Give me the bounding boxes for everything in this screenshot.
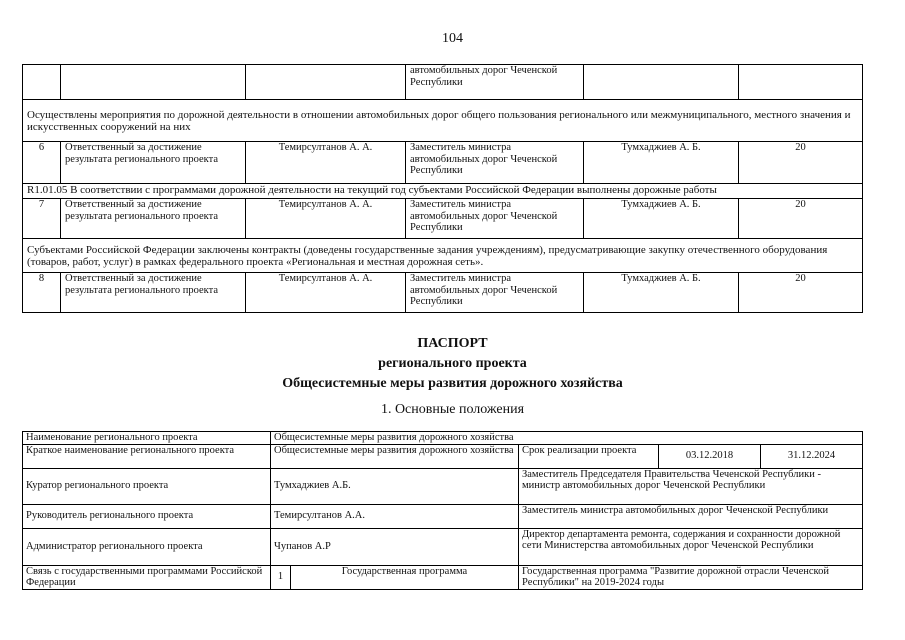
- table-row: [23, 504, 863, 528]
- name-cell: Темирсултанов А. А.: [246, 142, 406, 184]
- table-cell: [739, 65, 863, 100]
- position-cell: Заместитель министра автомобильных дорог Чеченской Республики: [406, 142, 584, 184]
- supervisor-cell: Тумхаджиев А. Б.: [584, 273, 739, 313]
- main-provisions-table: [22, 431, 863, 590]
- link-number: 1: [271, 565, 291, 589]
- table-row: [23, 199, 863, 239]
- passport-title: ПАСПОРТ: [417, 336, 488, 351]
- table-cell: [246, 65, 406, 100]
- label-cell: Краткое наименование регионального проекта: [23, 444, 271, 468]
- row-number: 6: [23, 142, 61, 184]
- table-row: [23, 444, 863, 468]
- role-cell: Ответственный за достижение результата регионального проекта: [61, 199, 246, 239]
- table-row: [23, 142, 863, 184]
- value-cell: 20: [739, 199, 863, 239]
- table-row: [23, 273, 863, 313]
- passport-subtitle: регионального проекта: [378, 356, 527, 371]
- table-row: [23, 565, 863, 589]
- section-row: [23, 184, 863, 199]
- table-row: [23, 528, 863, 565]
- table-row: [23, 468, 863, 504]
- label-cell: Руководитель регионального проекта: [23, 504, 271, 528]
- responsibility-table: [22, 64, 863, 313]
- label-cell: Администратор регионального проекта: [23, 528, 271, 565]
- admin-position: Директор департамента ремонта, содержания и сохранности дорожной сети Министерства автомобильных дорог Чеченской Республики: [519, 528, 863, 565]
- label-cell: Связь с государственными программами Российской Федерации: [23, 565, 271, 589]
- table-cell: [23, 65, 61, 100]
- table-cell: [584, 65, 739, 100]
- row-number: 8: [23, 273, 61, 313]
- table-cell: [61, 65, 246, 100]
- supervisor-cell: Тумхаджиев А. Б.: [584, 199, 739, 239]
- role-cell: Ответственный за достижение результата регионального проекта: [61, 273, 246, 313]
- name-cell: Темирсултанов А. А.: [246, 273, 406, 313]
- role-cell: Ответственный за достижение результата регионального проекта: [61, 142, 246, 184]
- name-cell: Темирсултанов А. А.: [246, 199, 406, 239]
- value-cell: Общесистемные меры развития дорожного хозяйства: [271, 444, 519, 468]
- curator-position: Заместитель Председателя Правительства Чеченской Республики - министр автомобильных дорог Чеченской Республики: [519, 468, 863, 504]
- section-text: R1.01.05 В соответствии с программами дорожной деятельности на текущий год субъектами Российской Федерации выполнены дорожные работы: [23, 184, 863, 199]
- section-row: [23, 100, 863, 142]
- curator-name: Тумхаджиев А.Б.: [271, 468, 519, 504]
- supervisor-cell: Тумхаджиев А. Б.: [584, 142, 739, 184]
- table-row: [23, 65, 863, 100]
- head-position: Заместитель министра автомобильных дорог Чеченской Республики: [519, 504, 863, 528]
- label-cell: Наименование регионального проекта: [23, 432, 271, 445]
- section-row: [23, 239, 863, 273]
- link-type: Государственная программа: [291, 565, 519, 589]
- position-cell: Заместитель министра автомобильных дорог Чеченской Республики: [406, 199, 584, 239]
- term-end: 31.12.2024: [761, 444, 863, 468]
- position-cell: Заместитель министра автомобильных дорог Чеченской Республики: [406, 273, 584, 313]
- value-cell: Общесистемные меры развития дорожного хозяйства: [271, 432, 863, 445]
- label-cell: Куратор регионального проекта: [23, 468, 271, 504]
- section-text: Субъектами Российской Федерации заключены контракты (доведены государственные задания учреждениям), предусматривающие закупку отечественного оборудования (товаров, работ, услуг) в рамках федерального проекта «Региональная и местная дорожная сеть».: [23, 239, 863, 273]
- section-text: Осуществлены мероприятия по дорожной деятельности в отношении автомобильных дорог общего пользования регионального или межмуниципального, местного значения и искусственных сооружений на них: [23, 100, 863, 142]
- section-title: 1. Основные положения: [380, 402, 525, 417]
- admin-name: Чупанов А.Р: [271, 528, 519, 565]
- value-cell: 20: [739, 142, 863, 184]
- value-cell: 20: [739, 273, 863, 313]
- head-name: Темирсултанов А.А.: [271, 504, 519, 528]
- row-number: 7: [23, 199, 61, 239]
- table-row: [23, 432, 863, 445]
- link-value: Государственная программа "Развитие дорожной отрасли Чеченской Республики" на 2019-2024 годы: [519, 565, 863, 589]
- page-number: 104: [442, 31, 463, 46]
- term-label: Срок реализации проекта: [519, 444, 659, 468]
- term-start: 03.12.2018: [659, 444, 761, 468]
- project-name-heading: Общесистемные меры развития дорожного хозяйства: [282, 376, 623, 391]
- position-cell: автомобильных дорог Чеченской Республики: [406, 65, 584, 100]
